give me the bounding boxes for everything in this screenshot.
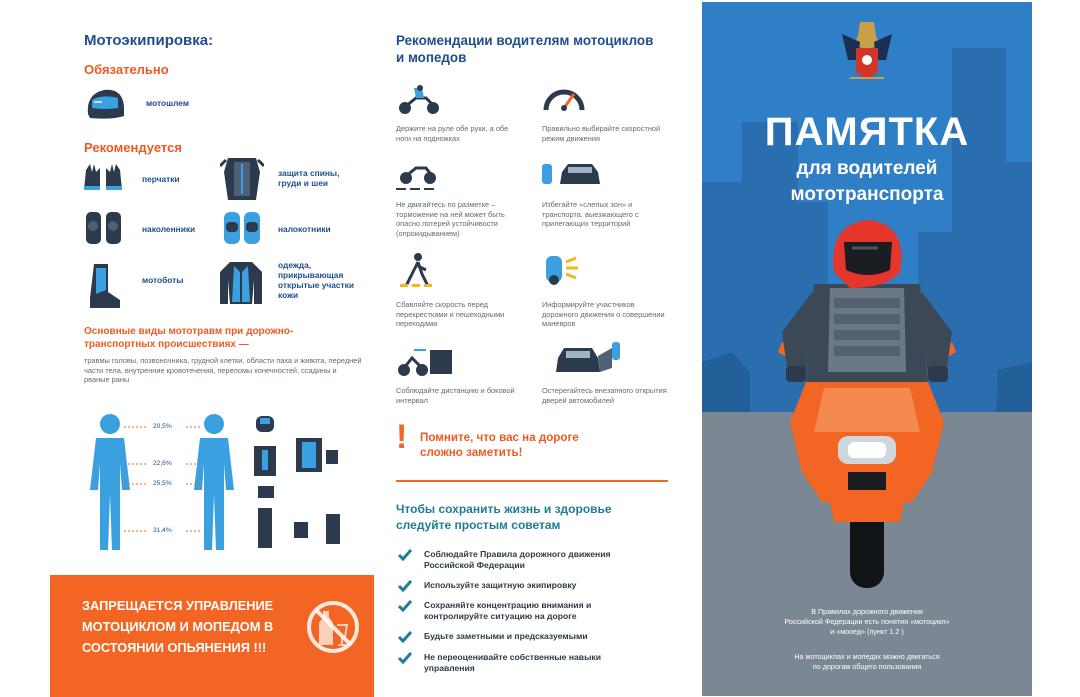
- check-icon: [398, 580, 412, 592]
- section-divider: [396, 480, 668, 482]
- injuries-title: Основные виды мототравм при дорожно-транспортных происшествиях —: [84, 326, 294, 350]
- pedestrian-crossing-icon: [398, 252, 438, 290]
- elbow-pads-icon: [220, 208, 264, 250]
- recommendations-title: Рекомендации водителям мотоциклов и мопедов: [396, 33, 654, 65]
- protector-label: защита спины, груди и шеи: [278, 168, 340, 188]
- cover-panel: [702, 2, 1032, 696]
- cover-title: ПАМЯТКА: [764, 110, 970, 154]
- clothes-label: одежда, прикрывающая открытые участки кожи: [278, 260, 354, 300]
- mandatory-title: Обязательно: [84, 62, 169, 77]
- left-panel: [50, 0, 376, 697]
- cover-subtitle-2: мототранспорта: [790, 184, 944, 205]
- middle-panel: [388, 0, 688, 697]
- rec-text-3: Не двигайтесь по разметке – торможение на ней может быть опасно потерей устойчивости (опрокидыванием): [396, 200, 505, 238]
- definition-note-2: Российской Федерации есть понятия «мотоцикл»: [784, 617, 950, 626]
- rec-text-5: Сбавляйте скорость перед перекрестками и пешеходными переходами: [396, 300, 505, 329]
- boots-label: мотоботы: [142, 275, 184, 285]
- percent-legs: 31,4%: [153, 527, 172, 534]
- warning-text: Помните, что вас на дороге сложно заметить!: [420, 431, 579, 459]
- drunk-driving-ban-banner: [50, 575, 374, 697]
- gloves-label: перчатки: [142, 174, 180, 184]
- tip-text-2: Используйте защитную экипировку: [424, 580, 577, 590]
- tip-text-3: Сохраняйте концентрацию внимания и контролируйте ситуацию на дороге: [424, 600, 592, 621]
- check-icon: [398, 631, 412, 643]
- rec-text-7: Соблюдайте дистанцию и боковой интервал: [396, 386, 515, 405]
- tips-title: Чтобы сохранить жизнь и здоровье следуйте простым советам: [396, 502, 612, 532]
- elbow-pads-label: налокотники: [278, 224, 331, 234]
- helmet-label: мотошлем: [146, 98, 190, 108]
- ban-text: ЗАПРЕЩАЕТСЯ УПРАВЛЕНИЕ МОТОЦИКЛОМ И МОПЕДОМ В СОСТОЯНИИ ОПЬЯНЕНИЯ !!!: [82, 598, 274, 655]
- blind-spot-icon: [540, 158, 604, 192]
- roads-note-2: по дорогам общего пользования: [812, 662, 922, 671]
- percent-chest: 22,6%: [153, 460, 172, 467]
- roads-note-1: На мотоциклах и мопедах можно двигаться: [794, 652, 940, 661]
- rec-text-1: Держите на руле обе руки, а обе ноги на подножках: [396, 124, 509, 143]
- rec-text-2: Правильно выбирайте скоростной режим движения: [542, 124, 661, 143]
- cover-illustration: [702, 2, 1032, 696]
- injuries-text: травмы головы, позвоночника, грудной клетки, области паха и живота, передней части тела, внутренние кровотечения, переломы конечностей, ссадины и рваные раны: [84, 356, 362, 385]
- knee-pads-icon: [82, 208, 126, 248]
- recommended-title: Рекомендуется: [84, 140, 182, 155]
- check-icon: [398, 549, 412, 561]
- body-injury-figures: [80, 410, 380, 560]
- back-protector-icon: [220, 154, 264, 204]
- helmet-icon: [82, 84, 128, 124]
- no-alcohol-icon: [305, 595, 361, 659]
- warning-exclamation: !: [396, 418, 408, 456]
- distance-interval-icon: [396, 344, 454, 380]
- cover-subtitle-1: для водителей: [796, 158, 938, 179]
- signal-maneuver-icon: [542, 250, 582, 288]
- speedometer-icon: [542, 80, 586, 114]
- percent-head: 20,5%: [153, 423, 172, 430]
- tip-text-1: Соблюдайте Правила дорожного движения Российской Федерации: [424, 549, 611, 570]
- motorcycle-rider-icon: [396, 84, 442, 116]
- jacket-icon: [216, 258, 266, 308]
- equipment-title: Мотоэкипировка:: [84, 32, 214, 49]
- percent-abdomen: 25,5%: [153, 480, 172, 487]
- check-icon: [398, 652, 412, 664]
- rec-text-6: Информируйте участников дорожного движения о совершении маневров: [542, 300, 665, 329]
- check-icon: [398, 600, 412, 612]
- tip-text-5: Не переоценивайте собственные навыки управления: [424, 652, 601, 673]
- rec-text-8: Остерегайтесь внезапного открытия дверей автомобилей: [542, 386, 667, 405]
- knee-pads-label: наколенники: [142, 224, 196, 234]
- car-door-icon: [556, 338, 624, 378]
- definition-note-3: и «мопед» (пункт 1.2 ): [830, 627, 904, 636]
- rec-text-4: Избегайте «слепых зон» и транспорта, выезжающего с прилегающих территорий: [542, 200, 639, 229]
- definition-note-1: В Правилах дорожного движения: [811, 607, 923, 616]
- boots-icon: [84, 262, 124, 310]
- gloves-icon: [80, 160, 126, 196]
- tip-text-4: Будьте заметными и предсказуемыми: [424, 631, 588, 641]
- road-marking-icon: [396, 158, 442, 192]
